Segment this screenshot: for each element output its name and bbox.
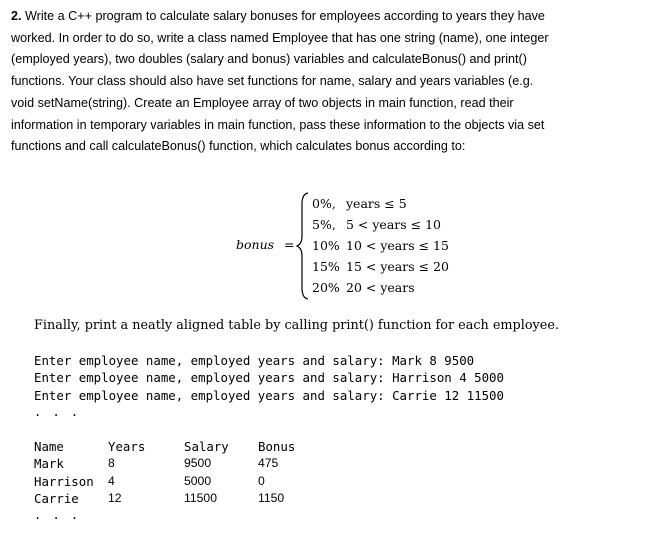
formula-case: 0%, years ≤ 5 [312, 196, 407, 211]
formula-case: 20% 20 < years [312, 280, 415, 295]
question-line: functions. Your class should also have set functions for name, salary and years variables (e.g. [11, 74, 534, 89]
question-text [11, 6, 556, 158]
formula-case: 10% 10 < years ≤ 15 [312, 238, 449, 253]
cell-bonus: 475 [258, 456, 279, 471]
cell-years: 4 [108, 473, 115, 488]
table-ellipsis: . . . [34, 508, 81, 523]
column-header: Bonus [258, 439, 296, 454]
column-header: Name [34, 439, 64, 454]
console-ellipsis: . . . [34, 404, 81, 419]
cell-salary: 9500 [184, 456, 212, 471]
formula-lhs: bonus [236, 237, 275, 252]
question-line: 2. Write a C++ program to calculate salary bonuses for employees according to years they have [11, 9, 545, 23]
bonus-formula [236, 192, 496, 302]
cell-name: Carrie [34, 490, 79, 506]
cell-salary: 5000 [184, 473, 212, 488]
question-line: worked. In order to do so, write a class named Employee that has one string (name), one integer [11, 30, 549, 45]
console-line: Enter employee name, employed years and salary: Harrison 4 5000 [34, 370, 504, 386]
question-line: (employed years), two doubles (salary and bonus) variables and calculateBonus() and print() [11, 52, 527, 67]
formula-equals: = [284, 237, 295, 252]
question-line: functions and call calculateBonus() function, which calculates bonus according to: [11, 139, 466, 154]
question-line: void setName(string). Create an Employee array of two objects in main function, read their [11, 95, 514, 110]
cell-salary: 11500 [184, 490, 217, 505]
cell-years: 8 [108, 456, 115, 471]
column-header: Salary [184, 439, 229, 454]
console-output [34, 352, 504, 421]
cell-years: 12 [108, 490, 122, 505]
instruction-finally: Finally, print a neatly aligned table by calling print() function for each employee. [34, 318, 559, 333]
cell-name: Mark [34, 456, 64, 472]
column-header: Years [108, 439, 146, 454]
cell-name: Harrison [34, 473, 94, 489]
question-number: 2. [11, 9, 22, 23]
cell-bonus: 1150 [258, 490, 285, 505]
left-brace-icon [296, 192, 310, 300]
question-line: information in temporary variables in main function, pass these information to the objects via set [11, 117, 545, 132]
console-line: Enter employee name, employed years and salary: Mark 8 9500 [34, 353, 475, 368]
formula-case: 5%, 5 < years ≤ 10 [312, 217, 442, 232]
formula-case: 15% 15 < years ≤ 20 [312, 259, 449, 274]
cell-bonus: 0 [258, 473, 265, 488]
console-line: Enter employee name, employed years and salary: Carrie 12 11500 [34, 387, 504, 403]
